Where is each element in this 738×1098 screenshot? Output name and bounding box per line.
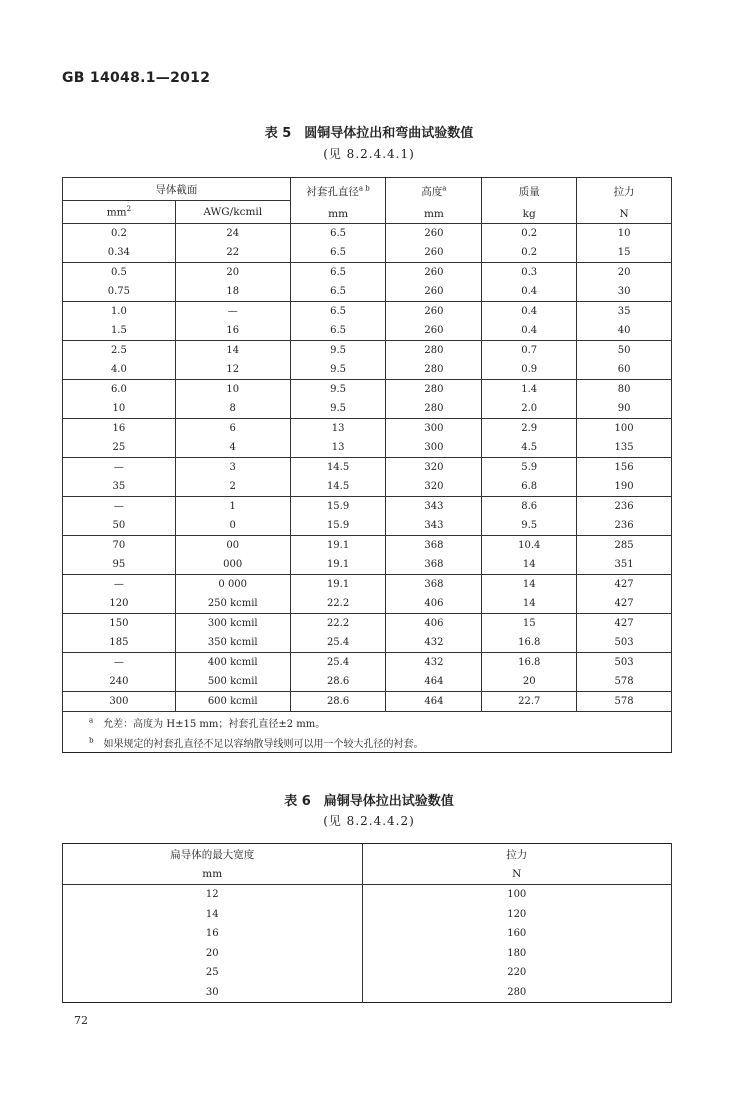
- standard-code: GB 14048.1—2012: [62, 70, 211, 86]
- header-height-unit: mm: [423, 208, 444, 220]
- header-height: 高度$^a$ mm: [386, 178, 482, 224]
- table-cell: 8.6: [482, 497, 577, 517]
- table-row: [63, 516, 672, 536]
- table-cell: 0 000: [175, 575, 290, 595]
- table-cell: 14.5: [290, 458, 386, 478]
- table-cell: 10: [63, 399, 176, 419]
- table-cell: 260: [386, 224, 482, 244]
- table-cell: 8: [175, 399, 290, 419]
- table-cell: 427: [577, 575, 672, 595]
- table-cell: 464: [386, 692, 482, 712]
- table-cell: 432: [386, 633, 482, 653]
- table-cell: 432: [386, 653, 482, 673]
- table-cell: 343: [386, 516, 482, 536]
- table-cell: 13: [290, 419, 386, 439]
- table-cell: 70: [63, 536, 176, 556]
- table-cell: 19.1: [290, 536, 386, 556]
- table-row: [63, 224, 672, 244]
- table-cell: 19.1: [290, 575, 386, 595]
- table-cell: 427: [577, 614, 672, 634]
- table-row: [63, 983, 672, 1003]
- table-row: [63, 944, 672, 964]
- table-cell: 19.1: [290, 555, 386, 575]
- table-cell: 285: [577, 536, 672, 556]
- table-cell: 40: [577, 321, 672, 341]
- table-row: [63, 555, 672, 575]
- table-cell: 280: [386, 360, 482, 380]
- page-number: 72: [74, 1014, 88, 1027]
- table-cell: 28.6: [290, 692, 386, 712]
- table-row: [63, 536, 672, 556]
- table-cell: 15.9: [290, 516, 386, 536]
- table-cell: 600 kcmil: [175, 692, 290, 712]
- table-cell: 25: [63, 438, 176, 458]
- table-cell: 300 kcmil: [175, 614, 290, 634]
- table-cell: 15.9: [290, 497, 386, 517]
- table-cell: 20: [482, 672, 577, 692]
- table-cell: 16.8: [482, 633, 577, 653]
- table-cell: 5.9: [482, 458, 577, 478]
- table-cell: 120: [362, 905, 672, 925]
- table-cell: 0: [175, 516, 290, 536]
- table-cell: 160: [362, 924, 672, 944]
- table-cell: 156: [577, 458, 672, 478]
- table-cell: 236: [577, 516, 672, 536]
- table-cell: 1.0: [63, 302, 176, 322]
- table-cell: 20: [577, 263, 672, 283]
- table-cell: 25.4: [290, 633, 386, 653]
- table-row: [63, 341, 672, 361]
- table-cell: 236: [577, 497, 672, 517]
- table-cell: 2.5: [63, 341, 176, 361]
- table-cell: 28.6: [290, 672, 386, 692]
- table-row: [63, 438, 672, 458]
- table-cell: 16.8: [482, 653, 577, 673]
- table-cell: 22.7: [482, 692, 577, 712]
- table-row: [63, 905, 672, 925]
- table-cell: 320: [386, 458, 482, 478]
- table-cell: 300: [386, 438, 482, 458]
- table-cell: 9.5: [290, 341, 386, 361]
- table-cell: 14: [482, 575, 577, 595]
- table-cell: 368: [386, 555, 482, 575]
- table-row: [63, 380, 672, 400]
- table-cell: 190: [577, 477, 672, 497]
- table-cell: 368: [386, 575, 482, 595]
- table-cell: 000: [175, 555, 290, 575]
- table-cell: —: [175, 302, 290, 322]
- table-cell: 0.75: [63, 282, 176, 302]
- table-cell: 406: [386, 614, 482, 634]
- table-cell: 90: [577, 399, 672, 419]
- table-cell: 14: [482, 594, 577, 614]
- table-cell: 10: [577, 224, 672, 244]
- table-cell: 35: [577, 302, 672, 322]
- table-row: [63, 263, 672, 283]
- table-cell: 30: [577, 282, 672, 302]
- table-cell: 2.0: [482, 399, 577, 419]
- table-cell: 260: [386, 321, 482, 341]
- table-cell: 12: [175, 360, 290, 380]
- table-row: [63, 282, 672, 302]
- table-cell: 2: [175, 477, 290, 497]
- header-mm2: $mm^2$: [63, 201, 176, 224]
- table-cell: 25: [63, 963, 363, 983]
- table-cell: 240: [63, 672, 176, 692]
- table-cell: 6.5: [290, 302, 386, 322]
- table-cell: 150: [63, 614, 176, 634]
- table-row: [63, 614, 672, 634]
- table-cell: 351: [577, 555, 672, 575]
- table-cell: 15: [482, 614, 577, 634]
- table-cell: 4.0: [63, 360, 176, 380]
- table-cell: 280: [386, 399, 482, 419]
- table5-caption: 表 5 圆铜导体拉出和弯曲试验数值: [264, 126, 474, 141]
- table-cell: 260: [386, 302, 482, 322]
- table-cell: 24: [175, 224, 290, 244]
- table-cell: 4.5: [482, 438, 577, 458]
- table-row: [63, 594, 672, 614]
- table-cell: 0.9: [482, 360, 577, 380]
- table-cell: 00: [175, 536, 290, 556]
- table-cell: 12: [63, 885, 363, 905]
- table-cell: 22.2: [290, 614, 386, 634]
- header-mass: 质量 kg: [482, 178, 577, 224]
- header-bushing-unit: mm: [328, 208, 349, 220]
- header-pull-unit: N: [619, 208, 629, 220]
- table6-caption: 表 6 扁铜导体拉出试验数值: [284, 794, 454, 809]
- table-cell: —: [63, 497, 176, 517]
- table-cell: 0.4: [482, 321, 577, 341]
- table-cell: 6.5: [290, 243, 386, 263]
- table-cell: 9.5: [290, 360, 386, 380]
- header-pull: 拉力 N: [577, 178, 672, 224]
- table-row: [63, 653, 672, 673]
- table-cell: —: [63, 575, 176, 595]
- table-cell: 0.4: [482, 282, 577, 302]
- header-width-unit: mm: [63, 864, 363, 885]
- table-cell: 406: [386, 594, 482, 614]
- table-cell: 400 kcmil: [175, 653, 290, 673]
- table-cell: 60: [577, 360, 672, 380]
- table6: [62, 843, 672, 1003]
- header-pull6: 拉力: [362, 844, 672, 865]
- table6-subcaption: (见 8.2.4.4.2): [323, 814, 415, 828]
- table-cell: 14.5: [290, 477, 386, 497]
- table-cell: 0.34: [63, 243, 176, 263]
- table-cell: 13: [290, 438, 386, 458]
- table-cell: 20: [175, 263, 290, 283]
- table-cell: 50: [63, 516, 176, 536]
- table-row: [63, 243, 672, 263]
- table-cell: 280: [386, 380, 482, 400]
- header-bushing: 衬套孔直径$^{a b}$ mm: [290, 178, 386, 224]
- table-cell: 4: [175, 438, 290, 458]
- table-cell: 0.2: [482, 243, 577, 263]
- table-row: [63, 458, 672, 478]
- table-cell: 2.9: [482, 419, 577, 439]
- table-cell: 14: [175, 341, 290, 361]
- table-cell: 578: [577, 692, 672, 712]
- table-row: [63, 399, 672, 419]
- table-cell: 50: [577, 341, 672, 361]
- table-cell: 300: [63, 692, 176, 712]
- header-mass-unit: kg: [522, 208, 536, 220]
- table-cell: 16: [63, 419, 176, 439]
- table-cell: 0.2: [482, 224, 577, 244]
- table-cell: 368: [386, 536, 482, 556]
- note-a: $^a$ 允差：高度为 H±15 mm；衬套孔直径±2 mm。: [63, 712, 672, 733]
- table-cell: 9.5: [482, 516, 577, 536]
- table-cell: 100: [362, 885, 672, 905]
- table-cell: 14: [482, 555, 577, 575]
- table-cell: 260: [386, 243, 482, 263]
- table-cell: 95: [63, 555, 176, 575]
- table5: [62, 177, 672, 753]
- table-cell: 185: [63, 633, 176, 653]
- table-row: [63, 575, 672, 595]
- table-cell: 0.5: [63, 263, 176, 283]
- table-row: [63, 692, 672, 712]
- table-cell: 0.3: [482, 263, 577, 283]
- header-pull6-unit: N: [362, 864, 672, 885]
- table-cell: 0.2: [63, 224, 176, 244]
- table-cell: 9.5: [290, 380, 386, 400]
- table-cell: 14: [63, 905, 363, 925]
- table-cell: —: [63, 458, 176, 478]
- table-cell: 6.0: [63, 380, 176, 400]
- table-cell: 16: [175, 321, 290, 341]
- table-cell: 0.4: [482, 302, 577, 322]
- table-row: [63, 672, 672, 692]
- table-cell: 320: [386, 477, 482, 497]
- table-cell: 25.4: [290, 653, 386, 673]
- table-cell: 260: [386, 263, 482, 283]
- table-cell: 6.5: [290, 282, 386, 302]
- table-cell: 280: [362, 983, 672, 1003]
- table-row: [63, 885, 672, 905]
- table-cell: 250 kcmil: [175, 594, 290, 614]
- table-cell: 1.4: [482, 380, 577, 400]
- table-cell: 120: [63, 594, 176, 614]
- table-cell: 135: [577, 438, 672, 458]
- table-cell: 500 kcmil: [175, 672, 290, 692]
- table-cell: 503: [577, 653, 672, 673]
- table-cell: 220: [362, 963, 672, 983]
- table5-body: [63, 224, 672, 712]
- table-row: [63, 302, 672, 322]
- table-cell: 260: [386, 282, 482, 302]
- table-cell: 1: [175, 497, 290, 517]
- table-cell: 15: [577, 243, 672, 263]
- table-cell: 9.5: [290, 399, 386, 419]
- header-awg: AWG/kcmil: [175, 201, 290, 224]
- table-cell: 427: [577, 594, 672, 614]
- table-cell: 35: [63, 477, 176, 497]
- table6-body: [63, 885, 672, 1003]
- header-width: 扁导体的最大宽度: [63, 844, 363, 865]
- table-cell: 6.5: [290, 224, 386, 244]
- table-cell: 6.5: [290, 321, 386, 341]
- table-cell: 10: [175, 380, 290, 400]
- table-cell: 6: [175, 419, 290, 439]
- table-row: [63, 924, 672, 944]
- table-cell: 300: [386, 419, 482, 439]
- table-cell: 16: [63, 924, 363, 944]
- table-cell: 3: [175, 458, 290, 478]
- table-cell: 1.5: [63, 321, 176, 341]
- table-cell: 100: [577, 419, 672, 439]
- table-cell: 6.8: [482, 477, 577, 497]
- table-cell: 80: [577, 380, 672, 400]
- table-cell: 180: [362, 944, 672, 964]
- table-cell: 22.2: [290, 594, 386, 614]
- header-section: 导体截面: [63, 178, 291, 201]
- table-cell: 578: [577, 672, 672, 692]
- table-row: [63, 497, 672, 517]
- table-row: [63, 419, 672, 439]
- table-cell: 464: [386, 672, 482, 692]
- table5-subcaption: (见 8.2.4.4.1): [323, 147, 415, 161]
- table-row: [63, 321, 672, 341]
- table-row: [63, 477, 672, 497]
- table-row: [63, 360, 672, 380]
- table-cell: —: [63, 653, 176, 673]
- table-cell: 18: [175, 282, 290, 302]
- table-cell: 22: [175, 243, 290, 263]
- table-cell: 280: [386, 341, 482, 361]
- table-cell: 343: [386, 497, 482, 517]
- note-b: $^b$ 如果规定的衬套孔直径不足以容纳散导线则可以用一个较大孔径的衬套。: [63, 732, 672, 753]
- table-row: [63, 633, 672, 653]
- table-cell: 350 kcmil: [175, 633, 290, 653]
- table-cell: 30: [63, 983, 363, 1003]
- table-row: [63, 963, 672, 983]
- table-cell: 0.7: [482, 341, 577, 361]
- table-cell: 503: [577, 633, 672, 653]
- table-cell: 20: [63, 944, 363, 964]
- table-cell: 10.4: [482, 536, 577, 556]
- table-cell: 6.5: [290, 263, 386, 283]
